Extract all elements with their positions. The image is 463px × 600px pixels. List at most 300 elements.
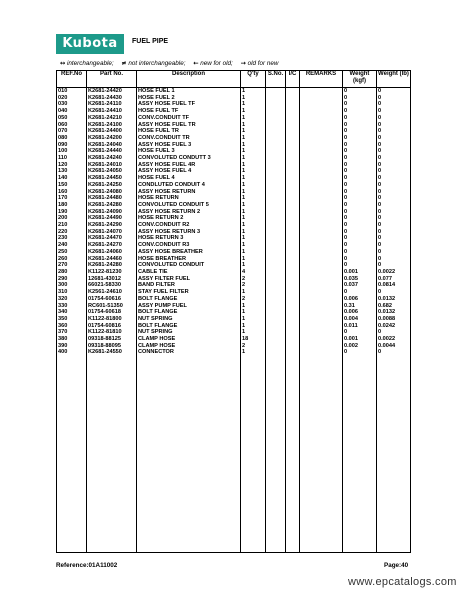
qty-cell: 1 [241,142,266,149]
serial-no-cell [266,142,286,149]
description-cell: ASSY HOSE RETURN [137,189,241,196]
part-no-cell: K2681-24290 [87,222,137,229]
weight-lb-cell: 0 [377,189,411,196]
ic-cell [286,195,300,202]
ic-cell [286,162,300,169]
description-cell: HOSE RETURN [137,195,241,202]
filler-cell [137,356,241,553]
part-no-cell: K2681-24490 [87,215,137,222]
remarks-cell [300,269,343,276]
qty-cell: 1 [241,189,266,196]
filler-cell [377,356,411,553]
weight-lb-cell: 0 [377,329,411,336]
weight-kgf-cell: 0 [343,209,377,216]
serial-no-cell [266,101,286,108]
part-no-cell: K2681-24240 [87,155,137,162]
weight-lb-cell: 0 [377,162,411,169]
ref-no-cell: 400 [57,349,87,356]
part-no-cell: 01754-60616 [87,296,137,303]
ref-no-cell: 110 [57,155,87,162]
part-no-cell: K2681-24470 [87,235,137,242]
ic-cell [286,229,300,236]
remarks-cell [300,182,343,189]
weight-lb-cell: 0 [377,249,411,256]
qty-cell: 1 [241,115,266,122]
weight-lb-cell: 0.682 [377,303,411,310]
remarks-cell [300,128,343,135]
table-row [57,269,411,276]
legend-text: not interchangeable; [128,60,186,67]
part-no-cell: RC601-51350 [87,303,137,310]
ic-cell [286,101,300,108]
remarks-cell [300,162,343,169]
weight-lb-cell: 0 [377,229,411,236]
weight-kgf-cell: 0 [343,329,377,336]
section-title: FUEL PIPE [132,38,169,45]
weight-lb-cell: 0 [377,122,411,129]
ic-cell [286,189,300,196]
weight-kgf-cell: 0 [343,215,377,222]
weight-lb-cell: 0 [377,135,411,142]
weight-kgf-cell: 0 [343,162,377,169]
remarks-cell [300,222,343,229]
ref-no-cell: 170 [57,195,87,202]
qty-cell: 1 [241,155,266,162]
table-row [57,242,411,249]
ic-cell [286,323,300,330]
part-no-cell: K2681-24270 [87,242,137,249]
ref-no-cell: 150 [57,182,87,189]
ref-no-cell: 260 [57,256,87,263]
table-row [57,323,411,330]
weight-kgf-cell: 0.006 [343,296,377,303]
weight-lb-cell: 0 [377,88,411,95]
remarks-cell [300,142,343,149]
qty-cell: 1 [241,95,266,102]
weight-lb-cell: 0 [377,115,411,122]
qty-cell: 1 [241,168,266,175]
part-no-cell: K1122-81800 [87,316,137,323]
ic-cell [286,242,300,249]
remarks-cell [300,195,343,202]
weight-lb-cell: 0 [377,222,411,229]
qty-cell: 2 [241,282,266,289]
description-cell: CLAMP HOSE [137,336,241,343]
serial-no-cell [266,135,286,142]
remarks-cell [300,262,343,269]
ref-no-cell: 340 [57,309,87,316]
ref-no-cell: 230 [57,235,87,242]
part-no-cell: K2681-24070 [87,229,137,236]
ref-no-cell: 280 [57,269,87,276]
column-header: Description [137,71,241,88]
remarks-cell [300,242,343,249]
ic-cell [286,175,300,182]
ic-cell [286,235,300,242]
weight-kgf-cell: 0.001 [343,336,377,343]
ref-no-cell: 080 [57,135,87,142]
qty-cell: 1 [241,209,266,216]
remarks-cell [300,108,343,115]
qty-cell: 1 [241,175,266,182]
description-cell: CONV.CONDUIT TR [137,135,241,142]
weight-kgf-cell: 0 [343,122,377,129]
serial-no-cell [266,249,286,256]
weight-lb-cell: 0 [377,108,411,115]
serial-no-cell [266,88,286,95]
table-row [57,95,411,102]
kubota-logo: Kubota [56,34,124,54]
weight-kgf-cell: 0.006 [343,309,377,316]
table-row [57,316,411,323]
ref-no-cell: 060 [57,122,87,129]
table-row [57,229,411,236]
ic-cell [286,142,300,149]
description-cell: CONVOLUTED CONDUTT 3 [137,155,241,162]
part-no-cell: K2681-24050 [87,168,137,175]
weight-kgf-cell: 0 [343,242,377,249]
ref-no-cell: 300 [57,282,87,289]
description-cell: ASSY HOSE FUEL 4R [137,162,241,169]
description-cell: CONNECTOR [137,349,241,356]
description-cell: HOSE FUEL 1 [137,88,241,95]
ref-no-cell: 240 [57,242,87,249]
weight-kgf-cell: 0 [343,195,377,202]
table-row [57,215,411,222]
remarks-cell [300,168,343,175]
qty-cell: 1 [241,202,266,209]
weight-kgf-cell: 0.001 [343,269,377,276]
qty-cell: 1 [241,88,266,95]
weight-kgf-cell: 0 [343,249,377,256]
filler-cell [266,356,286,553]
ref-no-cell: 140 [57,175,87,182]
filler-cell [286,356,300,553]
qty-cell: 1 [241,101,266,108]
description-cell: CONV.CONDUIT R3 [137,242,241,249]
weight-kgf-cell: 0 [343,108,377,115]
weight-kgf-cell: 0 [343,155,377,162]
weight-kgf-cell: 0 [343,256,377,263]
serial-no-cell [266,296,286,303]
description-cell: HOSE RETURN 2 [137,215,241,222]
weight-lb-cell: 0.0044 [377,343,411,350]
part-no-cell: K2681-24480 [87,195,137,202]
ref-no-cell: 050 [57,115,87,122]
table-row [57,276,411,283]
serial-no-cell [266,122,286,129]
remarks-cell [300,215,343,222]
description-cell: CLAMP HOSE [137,343,241,350]
weight-lb-cell: 0 [377,262,411,269]
column-header: Weight (kgf) [343,71,377,88]
table-row [57,222,411,229]
qty-cell: 1 [241,229,266,236]
table-body [57,88,411,553]
weight-lb-cell: 0 [377,349,411,356]
weight-kgf-cell: 0 [343,202,377,209]
description-cell: ASSY HOSE RETURN 3 [137,229,241,236]
ref-no-cell: 130 [57,168,87,175]
weight-kgf-cell: 0 [343,168,377,175]
ic-cell [286,349,300,356]
description-cell: ASSY PUMP FUEL [137,303,241,310]
part-no-cell: K2681-24550 [87,349,137,356]
weight-kgf-cell: 0 [343,128,377,135]
description-cell: BOLT FLANGE [137,309,241,316]
ref-no-cell: 350 [57,316,87,323]
remarks-cell [300,209,343,216]
ic-cell [286,88,300,95]
qty-cell: 1 [241,128,266,135]
description-cell: ASSY FILTER FUEL [137,276,241,283]
table-row [57,88,411,95]
column-header: REF.No [57,71,87,88]
serial-no-cell [266,209,286,216]
ic-cell [286,135,300,142]
remarks-cell [300,316,343,323]
qty-cell: 2 [241,296,266,303]
ic-cell [286,282,300,289]
filler-cell [343,356,377,553]
ic-cell [286,262,300,269]
remarks-cell [300,256,343,263]
serial-no-cell [266,115,286,122]
ic-cell [286,289,300,296]
remarks-cell [300,229,343,236]
ic-cell [286,168,300,175]
table-row [57,155,411,162]
qty-cell: 18 [241,336,266,343]
ic-cell [286,249,300,256]
table-row [57,122,411,129]
part-no-cell: K1122-81810 [87,329,137,336]
ic-cell [286,309,300,316]
description-cell: NUT SPRING [137,329,241,336]
remarks-cell [300,323,343,330]
weight-kgf-cell: 0.011 [343,323,377,330]
remarks-cell [300,155,343,162]
watermark-link[interactable]: www.epcatalogs.com [348,576,457,588]
serial-no-cell [266,222,286,229]
weight-lb-cell: 0 [377,168,411,175]
qty-cell: 1 [241,303,266,310]
part-no-cell: K2681-24250 [87,182,137,189]
serial-no-cell [266,289,286,296]
table-row [57,249,411,256]
table-row [57,289,411,296]
description-cell: BOLT FLANGE [137,296,241,303]
qty-cell: 1 [241,289,266,296]
filler-cell [87,356,137,553]
reference-label: Reference:01A11002 [56,562,118,569]
qty-cell: 1 [241,329,266,336]
ref-no-cell: 270 [57,262,87,269]
part-no-cell: K2681-24450 [87,175,137,182]
remarks-cell [300,336,343,343]
interchangeable-icon: ↔ [60,60,66,67]
serial-no-cell [266,189,286,196]
new-for-old-icon: ← [193,60,199,67]
ref-no-cell: 310 [57,289,87,296]
ref-no-cell: 180 [57,202,87,209]
remarks-cell [300,175,343,182]
serial-no-cell [266,195,286,202]
table-row [57,282,411,289]
serial-no-cell [266,316,286,323]
part-no-cell: K2681-24430 [87,95,137,102]
serial-no-cell [266,108,286,115]
qty-cell: 1 [241,122,266,129]
ic-cell [286,209,300,216]
qty-cell: 1 [241,235,266,242]
remarks-cell [300,276,343,283]
description-cell: HOSE FUEL 4 [137,175,241,182]
qty-cell: 1 [241,148,266,155]
column-header: Q'ty [241,71,266,88]
part-no-cell: K2681-24280 [87,262,137,269]
qty-cell: 1 [241,249,266,256]
parts-table [56,70,411,553]
column-header: I/C [286,71,300,88]
serial-no-cell [266,256,286,263]
ref-no-cell: 360 [57,323,87,330]
ic-cell [286,316,300,323]
legend-item [121,60,185,67]
weight-lb-cell: 0 [377,289,411,296]
ic-cell [286,128,300,135]
weight-kgf-cell: 0.035 [343,276,377,283]
not-interchangeable-icon: ≠ [121,60,127,67]
weight-lb-cell: 0.0814 [377,282,411,289]
weight-kgf-cell: 0 [343,88,377,95]
weight-lb-cell: 0.0088 [377,316,411,323]
ref-no-cell: 120 [57,162,87,169]
serial-no-cell [266,202,286,209]
legend-text: old for new [247,60,279,67]
weight-lb-cell: 0 [377,182,411,189]
qty-cell: 1 [241,316,266,323]
remarks-cell [300,249,343,256]
ref-no-cell: 160 [57,189,87,196]
serial-no-cell [266,148,286,155]
ic-cell [286,115,300,122]
serial-no-cell [266,95,286,102]
description-cell: HOSE FUEL TF [137,108,241,115]
description-cell: CONVOLUTED CONDUIT [137,262,241,269]
serial-no-cell [266,242,286,249]
description-cell: HOSE RETURN 3 [137,235,241,242]
remarks-cell [300,189,343,196]
ref-no-cell: 190 [57,209,87,216]
ref-no-cell: 090 [57,142,87,149]
ic-cell [286,148,300,155]
ic-cell [286,296,300,303]
part-no-cell: K2681-24420 [87,88,137,95]
serial-no-cell [266,329,286,336]
weight-kgf-cell: 0 [343,142,377,149]
weight-lb-cell: 0.0132 [377,296,411,303]
serial-no-cell [266,262,286,269]
ic-cell [286,303,300,310]
ref-no-cell: 210 [57,222,87,229]
table-row [57,262,411,269]
remarks-cell [300,282,343,289]
ref-no-cell: 010 [57,88,87,95]
remarks-cell [300,122,343,129]
legend-text: new for old; [200,60,233,67]
serial-no-cell [266,162,286,169]
weight-lb-cell: 0 [377,101,411,108]
part-no-cell: K2681-24040 [87,142,137,149]
part-no-cell: K2681-24100 [87,122,137,129]
qty-cell: 1 [241,215,266,222]
part-no-cell: K2681-24460 [87,256,137,263]
description-cell: ASSY HOSE FUEL TF [137,101,241,108]
qty-cell: 1 [241,108,266,115]
table-filler-row [57,356,411,553]
part-no-cell: K2681-24200 [87,135,137,142]
weight-kgf-cell: 0.037 [343,282,377,289]
description-cell: CABLE TIE [137,269,241,276]
table-row [57,168,411,175]
column-header: Part No. [87,71,137,88]
remarks-cell [300,309,343,316]
weight-kgf-cell: 0.31 [343,303,377,310]
table-row [57,128,411,135]
ref-no-cell: 290 [57,276,87,283]
serial-no-cell [266,215,286,222]
serial-no-cell [266,282,286,289]
weight-lb-cell: 0.0022 [377,336,411,343]
ref-no-cell: 200 [57,215,87,222]
weight-kgf-cell: 0 [343,175,377,182]
table-row [57,303,411,310]
table-row [57,148,411,155]
table-row [57,182,411,189]
weight-lb-cell: 0.077 [377,276,411,283]
part-no-cell: K2681-24440 [87,148,137,155]
table-row [57,108,411,115]
weight-kgf-cell: 0 [343,189,377,196]
description-cell: CONV.CONDUIT R2 [137,222,241,229]
ic-cell [286,108,300,115]
weight-kgf-cell: 0 [343,115,377,122]
legend-item [193,60,233,67]
ic-cell [286,276,300,283]
description-cell: ASSY HOSE BREATHER [137,249,241,256]
table-row [57,175,411,182]
remarks-cell [300,303,343,310]
legend [60,60,284,67]
serial-no-cell [266,168,286,175]
serial-no-cell [266,309,286,316]
description-cell: HOSE FUEL TR [137,128,241,135]
serial-no-cell [266,343,286,350]
column-header: REMARKS [300,71,343,88]
description-cell: CONV.CONDUIT TF [137,115,241,122]
table-row [57,115,411,122]
qty-cell: 1 [241,349,266,356]
table-row [57,296,411,303]
filler-cell [241,356,266,553]
part-no-cell: K2681-24410 [87,108,137,115]
weight-lb-cell: 0 [377,155,411,162]
description-cell: HOSE BREATHER [137,256,241,263]
qty-cell: 1 [241,195,266,202]
remarks-cell [300,88,343,95]
column-header: Weight (lb) [377,71,411,88]
